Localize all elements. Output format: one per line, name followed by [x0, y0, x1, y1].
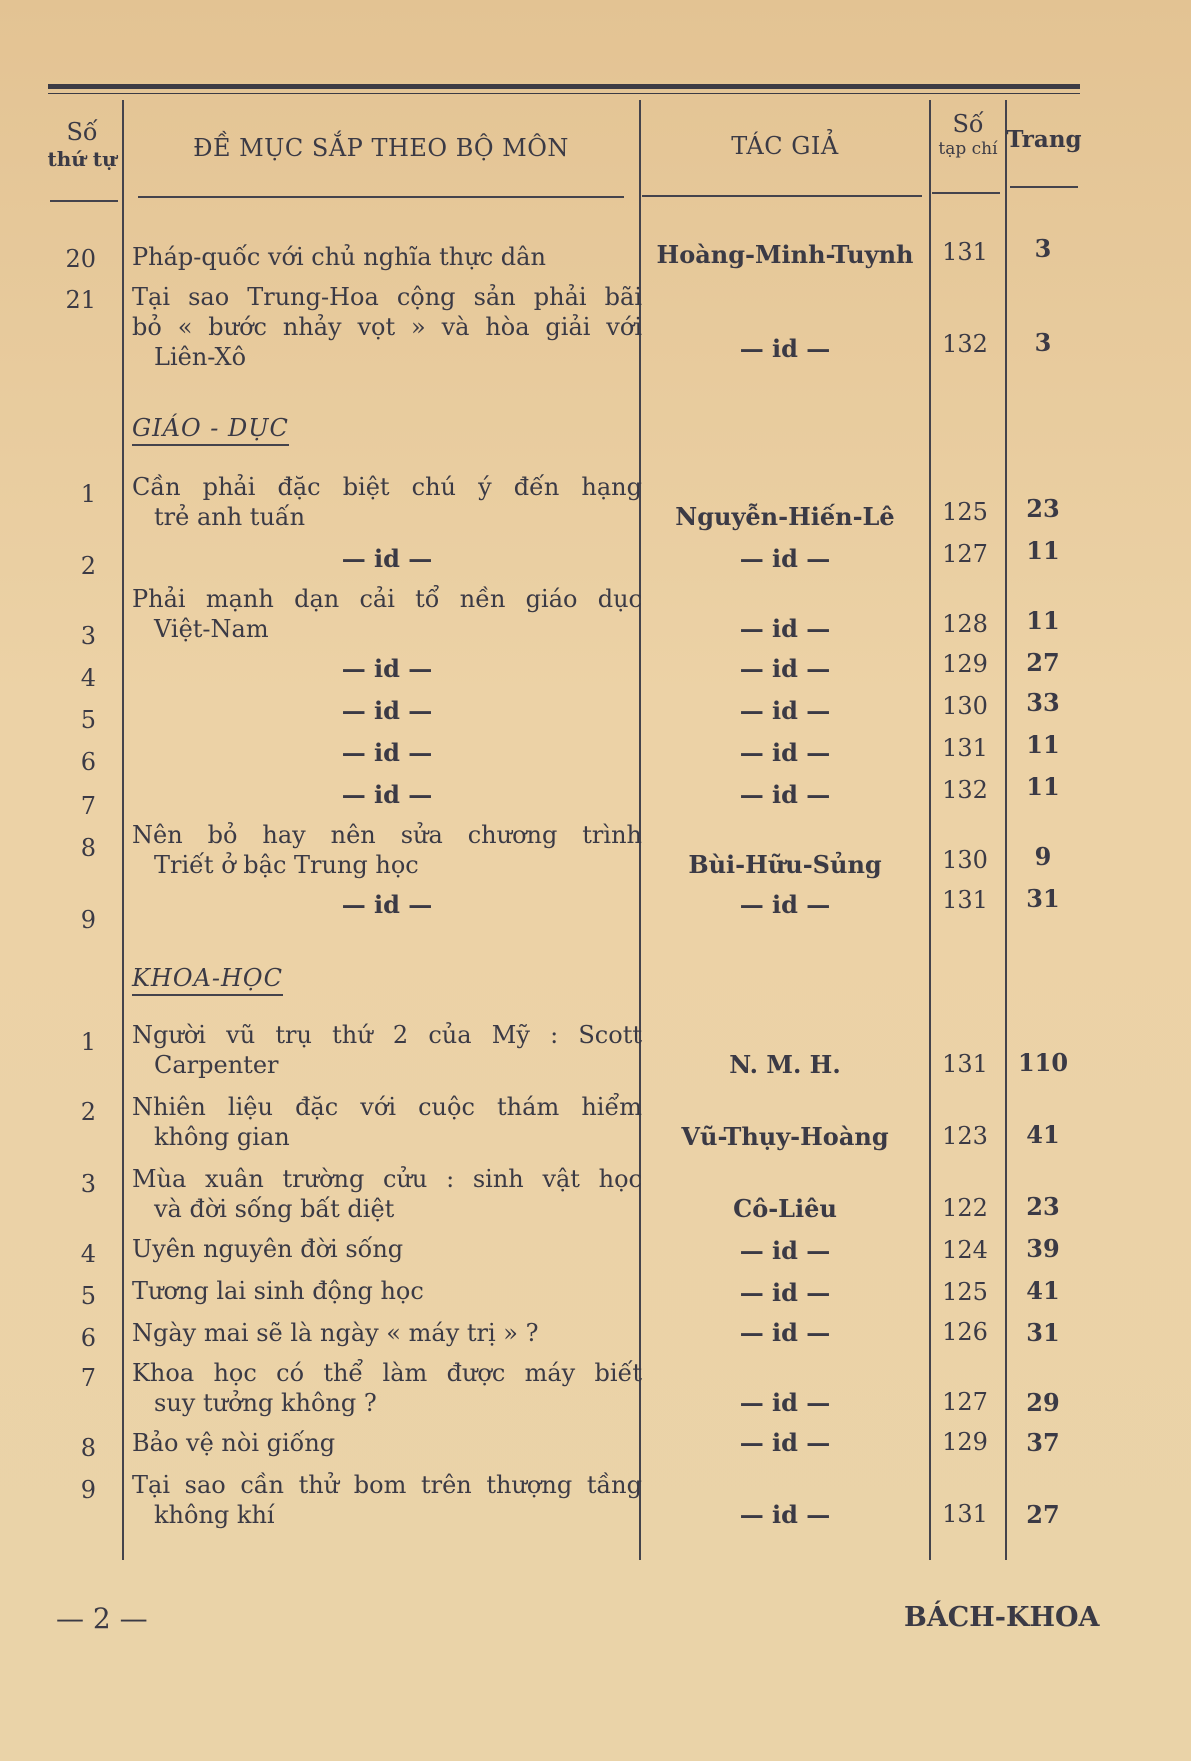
- issue-number: 130: [942, 846, 988, 874]
- author: — id —: [739, 696, 831, 725]
- article-title: Người vũ trụ thứ 2 của Mỹ : Scott Carpenter: [132, 1021, 642, 1079]
- article-title: Ngày mai sẽ là ngày « máy trị » ?: [132, 1319, 539, 1347]
- issue-number: 129: [942, 1428, 988, 1456]
- page-number: 3: [1034, 234, 1052, 263]
- page-number: 27: [1026, 1500, 1060, 1529]
- page-number: 11: [1026, 536, 1060, 565]
- header-issue: Số tạp chí: [938, 110, 998, 159]
- footer-magazine-name: BÁCH-KHOA: [904, 1602, 1100, 1633]
- header-page: Trang: [1006, 126, 1082, 153]
- row-number: 21: [65, 286, 96, 314]
- row-number: 3: [80, 1170, 96, 1198]
- top-rule: [48, 84, 1080, 89]
- issue-number: 125: [942, 498, 988, 526]
- row-number: 8: [80, 1434, 96, 1462]
- header-underline-1: [50, 200, 118, 202]
- page-number: 37: [1026, 1428, 1060, 1457]
- issue-number: 126: [942, 1318, 988, 1346]
- row-number: 1: [80, 480, 96, 508]
- row-number: 5: [80, 706, 96, 734]
- article-title: Pháp-quốc với chủ nghĩa thực dân: [132, 243, 546, 271]
- header-no: Số thứ tự: [47, 118, 117, 171]
- row-number: 4: [80, 1240, 96, 1268]
- author: — id —: [739, 1388, 831, 1417]
- article-title: Khoa học có thể làm được máy biết suy tưởng không ?: [132, 1359, 642, 1417]
- row-number: 2: [80, 552, 96, 580]
- row-number: 2: [80, 1098, 96, 1126]
- row-number: 20: [65, 245, 96, 273]
- row-number: 3: [80, 622, 96, 650]
- header-underline-4: [932, 192, 1000, 194]
- article-title: Mùa xuân trường cửu : sinh vật học và đời sống bất diệt: [132, 1165, 642, 1223]
- section-heading-giao-duc: GIÁO - DỤC: [132, 414, 289, 446]
- page-number: 23: [1026, 1192, 1060, 1221]
- article-title: Phải mạnh dạn cải tổ nền giáo dục Việt-Nam: [132, 585, 642, 643]
- author: — id —: [739, 1318, 831, 1347]
- article-title: — id —: [341, 780, 433, 809]
- page-number: 31: [1026, 884, 1060, 913]
- author: — id —: [739, 1428, 831, 1457]
- top-rule-thin: [48, 93, 1080, 94]
- section-heading-khoa-hoc: KHOA-HỌC: [132, 964, 283, 996]
- page-number: 11: [1026, 772, 1060, 801]
- issue-number: 131: [942, 734, 988, 762]
- row-number: 6: [80, 748, 96, 776]
- issue-number: 131: [942, 1500, 988, 1528]
- article-title: — id —: [341, 544, 433, 573]
- author: — id —: [739, 1278, 831, 1307]
- issue-number: 132: [942, 776, 988, 804]
- issue-number: 131: [942, 1050, 988, 1078]
- row-number: 9: [80, 906, 96, 934]
- issue-number: 128: [942, 610, 988, 638]
- page-number: 11: [1026, 606, 1060, 635]
- issue-number: 123: [942, 1122, 988, 1150]
- author: — id —: [739, 1236, 831, 1265]
- article-title: — id —: [341, 696, 433, 725]
- author: N. M. H.: [729, 1050, 841, 1079]
- row-number: 4: [80, 664, 96, 692]
- issue-number: 122: [942, 1194, 988, 1222]
- article-title: — id —: [341, 654, 433, 683]
- issue-number: 124: [942, 1236, 988, 1264]
- author: Hoàng-Minh-Tuynh: [656, 240, 914, 269]
- issue-number: 127: [942, 540, 988, 568]
- article-title: Tại sao cần thử bom trên thượng tầng không khí: [132, 1471, 642, 1529]
- row-number: 7: [80, 1364, 96, 1392]
- issue-number: 131: [942, 238, 988, 266]
- article-title: Uyên nguyên đời sống: [132, 1235, 404, 1263]
- issue-number: 129: [942, 650, 988, 678]
- page-number: 3: [1034, 328, 1052, 357]
- article-title: Tại sao Trung-Hoa cộng sản phải bãi bỏ « bước nhảy vọt » và hòa giải với Liên-Xô: [132, 283, 642, 371]
- page-number: 110: [1017, 1048, 1069, 1077]
- author: Vũ-Thụy-Hoàng: [681, 1122, 889, 1151]
- footer-page-number: — 2 —: [56, 1602, 148, 1635]
- row-number: 7: [80, 792, 96, 820]
- page-number: 11: [1026, 730, 1060, 759]
- row-number: 8: [80, 834, 96, 862]
- author: — id —: [739, 544, 831, 573]
- page-number: 39: [1026, 1234, 1060, 1263]
- author: — id —: [739, 780, 831, 809]
- page-number: 41: [1026, 1276, 1060, 1305]
- article-title: Cần phải đặc biệt chú ý đến hạng trẻ anh tuấn: [132, 473, 642, 531]
- page-number: 33: [1026, 688, 1060, 717]
- header-underline-5: [1010, 186, 1078, 188]
- author: — id —: [739, 890, 831, 919]
- col-divider-1: [122, 100, 124, 1560]
- row-number: 6: [80, 1324, 96, 1352]
- author: — id —: [739, 1500, 831, 1529]
- page-number: 29: [1026, 1388, 1060, 1417]
- author: — id —: [739, 654, 831, 683]
- author: — id —: [739, 334, 831, 363]
- author: — id —: [739, 614, 831, 643]
- header-underline-2: [138, 196, 624, 198]
- article-title: — id —: [341, 738, 433, 767]
- header-underline-3: [642, 195, 922, 197]
- article-title: — id —: [341, 890, 433, 919]
- article-title: Nhiên liệu đặc với cuộc thám hiểm không gian: [132, 1093, 642, 1151]
- page-number: 31: [1026, 1318, 1060, 1347]
- header-title: ĐỀ MỤC SẮP THEO BỘ MÔN: [193, 134, 569, 162]
- header-author: TÁC GIẢ: [731, 132, 839, 160]
- row-number: 5: [80, 1282, 96, 1310]
- author: — id —: [739, 738, 831, 767]
- page-number: 23: [1026, 494, 1060, 523]
- issue-number: 125: [942, 1278, 988, 1306]
- author: Nguyễn-Hiến-Lê: [675, 502, 895, 531]
- issue-number: 132: [942, 330, 988, 358]
- page-number: 9: [1034, 842, 1052, 871]
- author: Cô-Liêu: [733, 1194, 837, 1223]
- article-title: Tương lai sinh động học: [132, 1277, 424, 1305]
- page-number: 27: [1026, 648, 1060, 677]
- row-number: 1: [80, 1028, 96, 1056]
- author: Bùi-Hữu-Sủng: [688, 850, 882, 879]
- article-title: Bảo vệ nòi giống: [132, 1429, 336, 1457]
- article-title: Nên bỏ hay nên sửa chương trình Triết ở bậc Trung học: [132, 821, 642, 879]
- issue-number: 127: [942, 1388, 988, 1416]
- page-number: 41: [1026, 1120, 1060, 1149]
- issue-number: 130: [942, 692, 988, 720]
- row-number: 9: [80, 1476, 96, 1504]
- issue-number: 131: [942, 886, 988, 914]
